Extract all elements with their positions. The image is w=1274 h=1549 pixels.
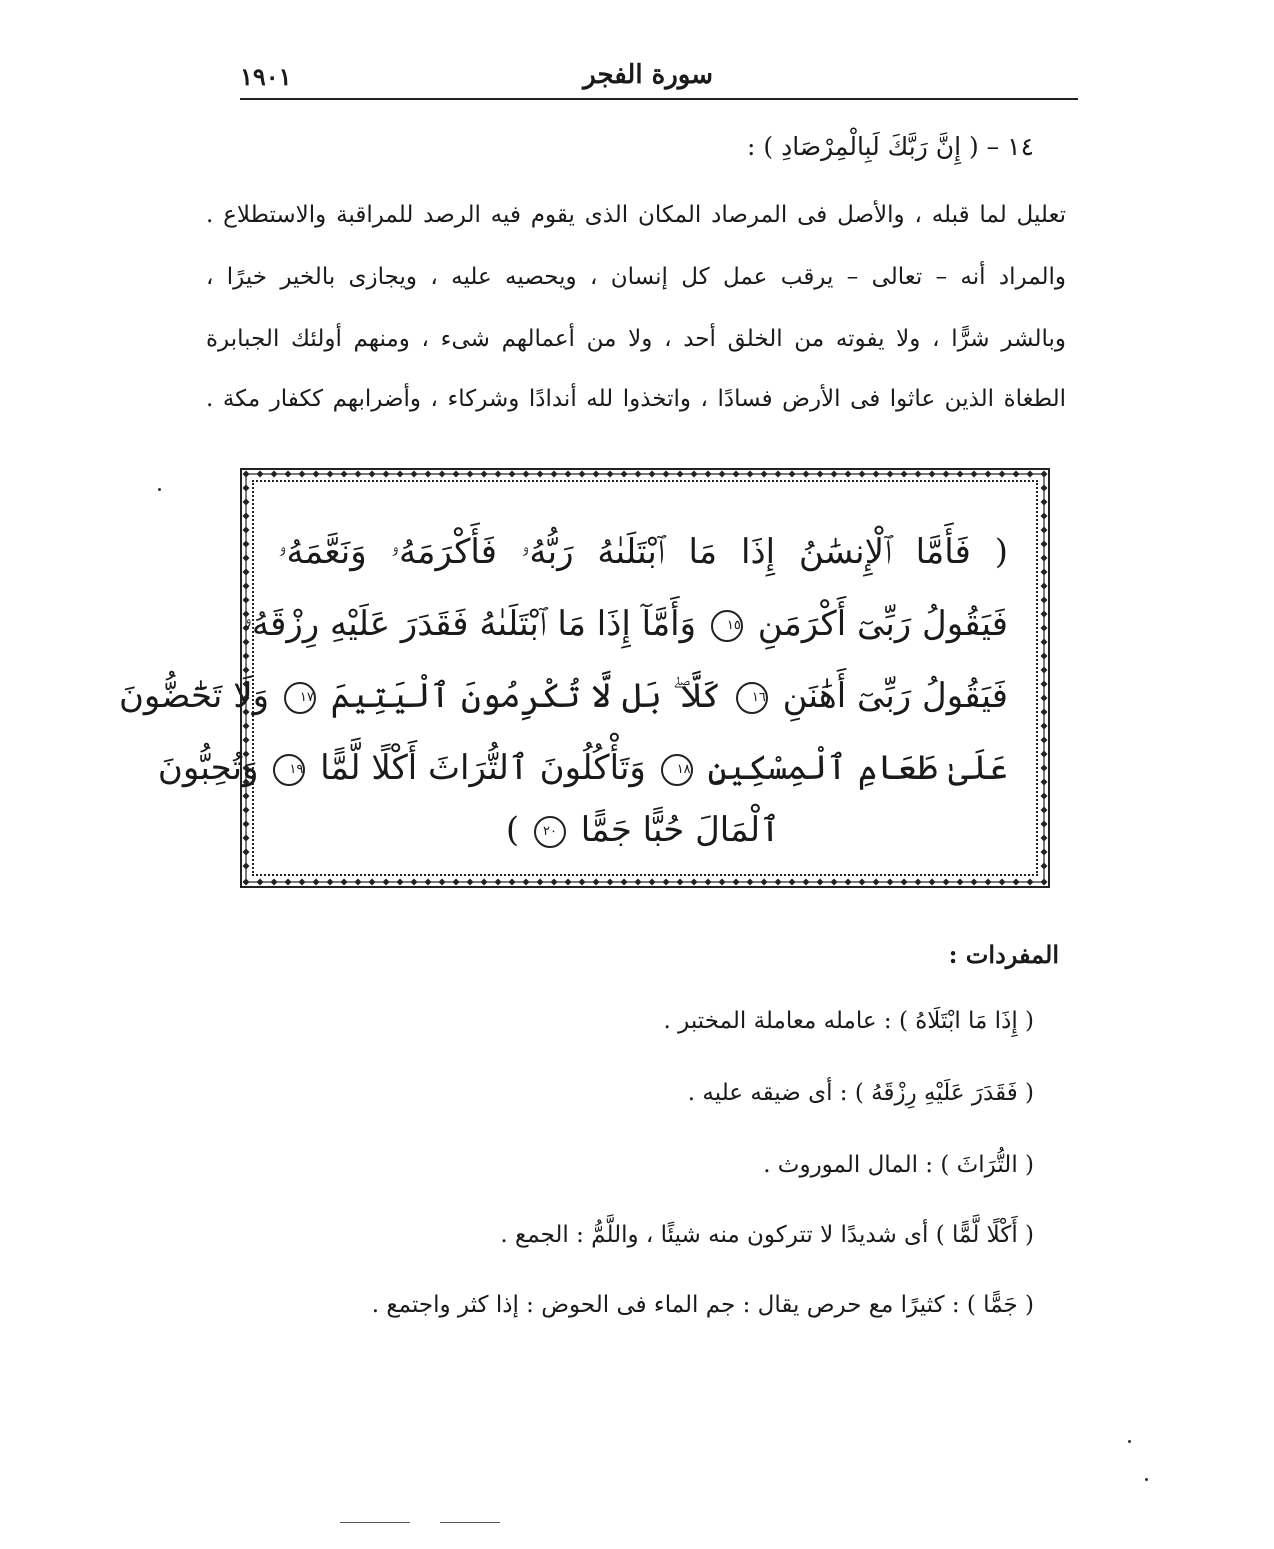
frame-diamond [243, 583, 250, 590]
frame-diamond [649, 879, 656, 886]
frame-diamond [243, 527, 250, 534]
frame-diamond [243, 667, 250, 674]
frame-diamond [453, 879, 460, 886]
frame-diamond [523, 471, 530, 478]
frame-diamond [845, 471, 852, 478]
frame-diamond [817, 879, 824, 886]
header-divider [240, 98, 1078, 100]
ayah-number-marker: ١٨ [661, 754, 693, 786]
frame-diamond [1041, 751, 1048, 758]
frame-diamond [439, 471, 446, 478]
frame-diamond [355, 879, 362, 886]
frame-diamond [579, 879, 586, 886]
frame-diamond [1041, 639, 1048, 646]
frame-diamond [957, 471, 964, 478]
frame-diamond [1041, 555, 1048, 562]
frame-diamond [565, 879, 572, 886]
quran-text: عَلَىٰ طَعَامِ ٱلْمِسْكِينِ [707, 748, 1008, 788]
frame-diamond [943, 471, 950, 478]
frame-diamond [1041, 765, 1048, 772]
frame-diamond [243, 737, 250, 744]
frame-diamond [733, 471, 740, 478]
vocabulary-heading: المفردات : [948, 940, 1059, 969]
frame-diamond [915, 471, 922, 478]
frame-diamond [299, 471, 306, 478]
frame-diamond [313, 879, 320, 886]
vocabulary-item: ( التُّرَاثَ ) : المال الموروث . [763, 1152, 1034, 1178]
frame-diamond [327, 879, 334, 886]
frame-diamond [607, 879, 614, 886]
frame-diamond [719, 471, 726, 478]
footer-rule [440, 1522, 500, 1523]
surah-title: سورة الفجر [583, 60, 713, 90]
frame-diamond [1041, 653, 1048, 660]
frame-diamond [1041, 793, 1048, 800]
frame-diamond [341, 471, 348, 478]
commentary-line: الطغاة الذين عاثوا فى الأرض فسادًا ، واتخذوا لله أندادًا وشركاء ، وأضرابهم ككفار مكة . [206, 386, 1066, 412]
frame-diamond [341, 879, 348, 886]
quran-text: ) [505, 810, 520, 850]
frame-diamond [369, 471, 376, 478]
frame-diamond [887, 879, 894, 886]
quran-text: فَيَقُولُ رَبِّىٓ أَكْرَمَنِ [757, 604, 1008, 644]
frame-diamond [1041, 807, 1048, 814]
frame-diamond [439, 879, 446, 886]
quran-text: فَيَقُولُ رَبِّىٓ أَهَٰنَنِ [782, 676, 1008, 716]
frame-diamond [831, 879, 838, 886]
frame-diamond [1041, 569, 1048, 576]
frame-diamond [271, 879, 278, 886]
frame-diamond [453, 471, 460, 478]
frame-diamond [327, 471, 334, 478]
frame-diamond [1041, 821, 1048, 828]
frame-diamond [999, 879, 1006, 886]
frame-diamond [467, 879, 474, 886]
frame-diamond [789, 471, 796, 478]
frame-diamond [1041, 527, 1048, 534]
vocabulary-item: ( فَقَدَرَ عَلَيْهِ رِزْقَهُ ) : أى ضيقه عليه . [687, 1080, 1034, 1106]
quran-text: وَأَمَّآ إِذَا مَا ٱبْتَلَىٰهُ فَقَدَرَ عَلَيْهِ رِزْقَهُۥ [243, 604, 697, 644]
frame-diamond [1041, 863, 1048, 870]
frame-diamond [1041, 879, 1048, 886]
commentary-line: تعليل لما قبله ، والأصل فى المرصاد المكان الذى يقوم فيه الرصد للمراقبة والاستطلاع . [206, 202, 1066, 228]
frame-diamond [411, 471, 418, 478]
frame-diamond [509, 471, 516, 478]
frame-diamond [1041, 681, 1048, 688]
frame-diamond [1041, 485, 1048, 492]
quran-line [278, 808, 1008, 852]
frame-diamond [635, 879, 642, 886]
frame-diamond [355, 471, 362, 478]
frame-diamond [313, 471, 320, 478]
quran-line: ( فَأَمَّا ٱلْإِنسَٰنُ إِذَا مَا ٱبْتَلَىٰهُ رَبُّهُۥ فَأَكْرَمَهُۥ وَنَعَّمَهُۥ [278, 532, 1008, 572]
frame-diamond [1041, 611, 1048, 618]
frame-diamond [243, 569, 250, 576]
quran-frame [118, 468, 1050, 888]
frame-diamond [747, 879, 754, 886]
page-number: ١٩٠١ [240, 62, 292, 91]
frame-diamond [649, 471, 656, 478]
frame-diamond [677, 471, 684, 478]
frame-diamond [243, 879, 250, 886]
frame-diamond [243, 723, 250, 730]
frame-diamond [243, 863, 250, 870]
ayah-number-marker: ١٦ [736, 682, 768, 714]
frame-diamond [957, 879, 964, 886]
frame-diamond [971, 879, 978, 886]
frame-diamond [873, 471, 880, 478]
frame-diamond [593, 471, 600, 478]
frame-diamond [243, 541, 250, 548]
quran-text: وَلَا تَحَٰٓضُّونَ [118, 676, 269, 716]
frame-diamond [1041, 709, 1048, 716]
frame-diamond [1041, 723, 1048, 730]
frame-diamond [299, 879, 306, 886]
frame-diamond [635, 471, 642, 478]
quran-text: كَلَّا ۖ بَل لَّا تُكْرِمُونَ ٱلْيَتِيمَ [330, 676, 722, 716]
frame-diamond [243, 849, 250, 856]
quran-line [243, 602, 1008, 646]
frame-diamond [523, 879, 530, 886]
frame-diamond [257, 471, 264, 478]
frame-diamond [1041, 695, 1048, 702]
frame-diamond [831, 471, 838, 478]
frame-diamond [999, 471, 1006, 478]
frame-diamond [621, 471, 628, 478]
frame-diamond [705, 471, 712, 478]
frame-diamond [1027, 879, 1034, 886]
quran-text: ٱلْمَالَ حُبًّا جَمًّا [580, 810, 781, 850]
commentary-line: وبالشر شرًّا ، ولا يفوته من الخلق أحد ، ولا من أعمالهم شىء ، ومنهم أولئك الجبابرة [206, 326, 1066, 352]
frame-diamond [607, 471, 614, 478]
frame-diamond [1041, 499, 1048, 506]
vocabulary-item: ( جَمًّا ) : كثيرًا مع حرص يقال : جم الماء فى الحوض : إذا كثر واجتمع . [371, 1292, 1034, 1318]
frame-diamond [285, 879, 292, 886]
frame-diamond [1041, 849, 1048, 856]
vocabulary-item: ( أَكْلًا لَّمًّا ) أى شديدًا لا تتركون منه شيئًا ، واللَّمُّ : الجمع . [500, 1222, 1034, 1248]
frame-diamond [677, 879, 684, 886]
frame-diamond [901, 471, 908, 478]
frame-diamond [887, 471, 894, 478]
frame-diamond [243, 793, 250, 800]
scan-speck [158, 488, 161, 491]
frame-diamond [243, 835, 250, 842]
frame-diamond [943, 879, 950, 886]
frame-diamond [495, 879, 502, 886]
frame-diamond [873, 879, 880, 886]
frame-diamond [1041, 835, 1048, 842]
commentary-line: والمراد أنه – تعالى – يرقب عمل كل إنسان ، ويحصيه عليه ، ويجازى بالخير خيرًا ، [206, 264, 1066, 290]
frame-diamond [551, 471, 558, 478]
frame-diamond [537, 879, 544, 886]
quran-text: وَتَأْكُلُونَ ٱلتُّرَاثَ أَكْلًا لَّمًّا [320, 748, 646, 788]
frame-diamond [509, 879, 516, 886]
frame-diamond [705, 879, 712, 886]
frame-diamond [257, 879, 264, 886]
ayah-number-marker: ١٧ [284, 682, 316, 714]
frame-diamond [985, 879, 992, 886]
ayah-number-marker: ١٥ [711, 610, 743, 642]
frame-diamond [579, 471, 586, 478]
frame-diamond [663, 471, 670, 478]
frame-diamond [733, 879, 740, 886]
frame-diamond [817, 471, 824, 478]
frame-diamond [1041, 737, 1048, 744]
quran-line [118, 674, 1008, 718]
frame-diamond [397, 879, 404, 886]
frame-diamond [369, 879, 376, 886]
frame-diamond [1041, 667, 1048, 674]
frame-diamond [663, 879, 670, 886]
frame-diamond [775, 471, 782, 478]
frame-diamond [1041, 471, 1048, 478]
frame-diamond [481, 471, 488, 478]
frame-diamond [537, 471, 544, 478]
footer-rule [340, 1522, 410, 1523]
quran-line [157, 746, 1008, 790]
frame-diamond [747, 471, 754, 478]
frame-diamond [1041, 625, 1048, 632]
vocabulary-item: ( إِذَا مَا ابْتَلَاهُ ) : عامله معاملة المختبر . [663, 1008, 1034, 1034]
frame-diamond [243, 485, 250, 492]
frame-diamond [243, 807, 250, 814]
ayah-number-marker: ١٩ [273, 754, 305, 786]
frame-diamond [929, 471, 936, 478]
frame-diamond [621, 879, 628, 886]
frame-diamond [397, 471, 404, 478]
quran-text: وَتُحِبُّونَ [157, 748, 259, 788]
frame-diamond [719, 879, 726, 886]
page-header [240, 58, 1078, 98]
frame-diamond [285, 471, 292, 478]
frame-diamond [243, 513, 250, 520]
frame-diamond [1041, 779, 1048, 786]
frame-diamond [1041, 597, 1048, 604]
verse-heading: ١٤ – ( إِنَّ رَبَّكَ لَبِالْمِرْصَادِ ) : [747, 132, 1034, 161]
frame-diamond [915, 879, 922, 886]
frame-diamond [425, 471, 432, 478]
frame-diamond [1041, 541, 1048, 548]
frame-diamond [411, 879, 418, 886]
scan-speck [1145, 1478, 1148, 1481]
frame-diamond [1013, 879, 1020, 886]
frame-diamond [985, 471, 992, 478]
frame-diamond [845, 879, 852, 886]
frame-diamond [243, 471, 250, 478]
frame-diamond [691, 471, 698, 478]
scan-speck [1128, 1440, 1131, 1443]
frame-diamond [1041, 583, 1048, 590]
frame-diamond [901, 879, 908, 886]
frame-diamond [803, 471, 810, 478]
frame-diamond [565, 471, 572, 478]
frame-diamond [859, 471, 866, 478]
frame-diamond [481, 879, 488, 886]
frame-diamond [761, 879, 768, 886]
ayah-number-marker: ٢٠ [534, 816, 566, 848]
frame-diamond [243, 555, 250, 562]
frame-diamond [803, 879, 810, 886]
frame-diamond [1041, 513, 1048, 520]
frame-diamond [551, 879, 558, 886]
frame-diamond [691, 879, 698, 886]
frame-diamond [243, 821, 250, 828]
frame-diamond [243, 653, 250, 660]
frame-diamond [243, 499, 250, 506]
frame-diamond [1013, 471, 1020, 478]
frame-diamond [789, 879, 796, 886]
frame-diamond [383, 879, 390, 886]
frame-diamond [971, 471, 978, 478]
frame-diamond [383, 471, 390, 478]
frame-diamond [775, 879, 782, 886]
frame-diamond [929, 879, 936, 886]
frame-diamond [593, 879, 600, 886]
frame-diamond [425, 879, 432, 886]
frame-diamond [495, 471, 502, 478]
frame-diamond [859, 879, 866, 886]
frame-diamond [271, 471, 278, 478]
frame-diamond [761, 471, 768, 478]
frame-diamond [1027, 471, 1034, 478]
frame-diamond [467, 471, 474, 478]
